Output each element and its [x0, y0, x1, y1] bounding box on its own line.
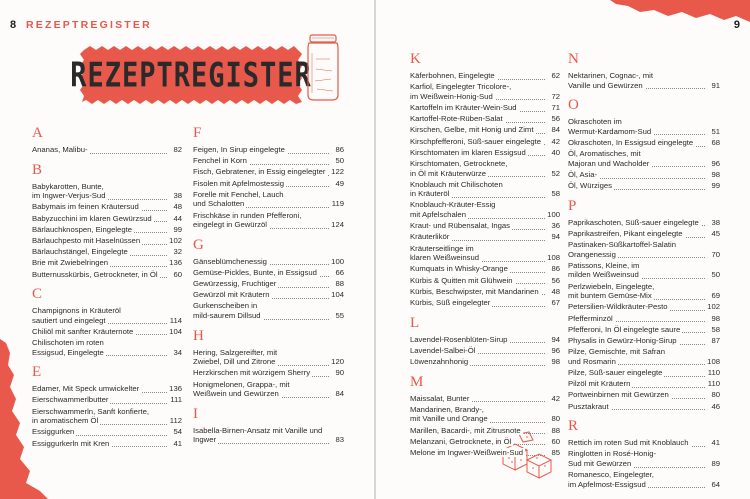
entry-title: Essiggurkerln mit Kren [32, 438, 110, 448]
entry-page-number: 60 [173, 269, 182, 279]
entry-title: Karfiol, Eingelegter Tricolore-, [410, 82, 512, 92]
entry-title: Weißwein und Gewürzen [193, 389, 279, 399]
index-entry [410, 287, 560, 297]
entry-page-number: 38 [711, 217, 720, 227]
entry-page-number: 88 [335, 279, 344, 289]
section-letter: L [410, 314, 420, 331]
jar-illustration [306, 33, 340, 103]
entry-title: in Kräuteröl [410, 189, 450, 199]
page-number-left: 8 [10, 19, 17, 31]
entry-title: Frischkäse in runden Pfefferoni, [193, 210, 302, 220]
entry-page-number: 102 [707, 302, 720, 312]
entry-title: Babykarotten, Bunte, [32, 181, 104, 191]
entry-page-number: 56 [551, 114, 560, 124]
entry-page-number: 44 [173, 213, 182, 223]
index-column [410, 52, 560, 459]
section-letter: G [193, 236, 204, 253]
entry-title: Öl, Würziges [568, 181, 612, 191]
entry-title: Perlzwiebeln, Eingelegte, [568, 281, 655, 291]
right-page [376, 0, 750, 499]
entry-page-number: 70 [711, 249, 720, 259]
index-entry [32, 427, 182, 437]
entry-page-number: 41 [173, 438, 182, 448]
index-entry [568, 229, 720, 239]
index-entry [568, 181, 720, 191]
entry-title: Herzkirschen mit würzigem Sherry [193, 368, 311, 378]
entry-title: Bärlauchknospen, Eingelegte [32, 224, 133, 234]
entry-title: Chiliöl mit sanfter Kräuternote [32, 326, 134, 336]
entry-title: Hering, Salzgereifter, mit [193, 347, 278, 357]
entry-page-number: 71 [551, 102, 560, 112]
index-entry [568, 240, 720, 259]
index-column [193, 126, 344, 447]
section-letter: K [410, 51, 421, 67]
entry-title: Fisch, Gebratener, in Essig eingelegter [193, 167, 326, 177]
entry-title: Ringlotten in Rosé-Honig- [568, 449, 657, 459]
entry-page-number: 108 [707, 356, 720, 366]
entry-title: Kraut- und Rübensalat, Ingas [410, 221, 511, 231]
entry-title: Kürbis, Beschwipster, mit Mandarinen [410, 286, 539, 296]
entry-title: Gurkenscheiben in [193, 301, 258, 311]
entry-page-number: 68 [711, 137, 720, 147]
index-entry [193, 368, 344, 378]
entry-page-number: 85 [551, 447, 560, 457]
index-entry [410, 264, 560, 274]
entry-page-number: 90 [335, 368, 344, 378]
title-banner [70, 44, 312, 106]
entry-page-number: 46 [711, 401, 720, 411]
section-letter: I [193, 405, 198, 422]
entry-title: Orangenessig [568, 249, 616, 259]
entry-page-number: 98 [711, 313, 720, 323]
index-entry [568, 379, 720, 389]
entry-page-number: 82 [173, 145, 182, 154]
entry-page-number: 60 [551, 436, 560, 446]
entry-page-number: 32 [173, 247, 182, 257]
entry-title: Champignons in Kräuteröl [32, 306, 121, 316]
entry-title: Gänseblümchenessig [193, 256, 267, 266]
index-entry [568, 402, 720, 412]
index-entry [410, 244, 560, 263]
corner-decoration-right [610, 0, 750, 22]
entry-page-number: 45 [711, 228, 720, 238]
entry-page-number: 89 [711, 458, 720, 468]
entry-title: Kartoffeln im Kräuter-Wein-Sud [410, 102, 517, 112]
entry-title: Brie mit Zwiebelringen [32, 258, 109, 268]
entry-title: im Apfelmost-Essigsud [568, 479, 646, 489]
index-entry [410, 114, 560, 124]
index-entry [568, 336, 720, 346]
entry-title: Kirschpfefferoni, Süß-sauer eingelegte [410, 136, 542, 146]
index-entry [32, 258, 182, 268]
entry-title: Pusztakraut [568, 401, 609, 411]
entry-title: Mandarinen, Brandy-, [410, 404, 484, 414]
entry-title: Kartoffel-Rote-Rüben-Salat [410, 114, 503, 124]
entry-title: Honigmelonen, Grappa-, mit [193, 379, 290, 389]
entry-page-number: 52 [551, 168, 560, 178]
entry-title: Löwenzahnhonig [410, 356, 469, 366]
index-entry [568, 438, 720, 448]
entry-title: Kirschtomaten, Getrocknete, [410, 158, 508, 168]
entry-title: Knoblauch mit Chilischoten [410, 179, 503, 189]
entry-page-number: 51 [711, 126, 720, 136]
entry-title: Pfefferminzöl [568, 313, 613, 323]
index-entry [410, 232, 560, 242]
entry-title: Bärlauchstängel, Eingelegte [32, 247, 128, 257]
entry-page-number: 83 [335, 435, 344, 445]
index-entry [568, 261, 720, 280]
entry-title: Butternusskürbis, Getrockneter, in Öl [32, 269, 158, 279]
index-entry [32, 225, 182, 235]
entry-page-number: 114 [169, 315, 182, 325]
entry-page-number: 110 [707, 379, 720, 389]
index-entry [410, 125, 560, 135]
entry-title: Romanesco, Eingelegter, [568, 470, 654, 480]
entry-title: Forelle mit Fenchel, Lauch [193, 189, 284, 199]
entry-page-number: 48 [551, 286, 560, 296]
index-entry [32, 145, 182, 155]
entry-title: mild-saurem Dillsud [193, 311, 261, 321]
entry-title: Kirschtomaten im klaren Essigsud [410, 147, 526, 157]
entry-title: Kirschen, Gelbe, mit Honig und Zimt [410, 125, 534, 135]
entry-title: Babyzucchini im klaren Gewürzsud [32, 213, 152, 223]
entry-title: Sud mit Gewürzen [568, 458, 632, 468]
section-letter: N [568, 51, 579, 67]
entry-title: Paprikaschoten, Süß-sauer eingelegte [568, 217, 699, 227]
index-column [32, 126, 182, 450]
entry-title: Essigsud, Eingelegte [32, 347, 104, 357]
entry-page-number: 110 [707, 367, 720, 377]
entry-page-number: 84 [551, 125, 560, 135]
entry-page-number: 120 [331, 357, 344, 367]
entry-page-number: 86 [335, 145, 344, 154]
section-letter: M [410, 373, 424, 390]
section-letter: P [568, 197, 577, 214]
entry-title: Nektarinen, Cognac-, mit [568, 71, 654, 80]
entry-title: Zwiebel, Dill und Zitrone [193, 357, 276, 367]
entry-title: eingelegt in Gewürzöl [193, 220, 267, 230]
index-entry [193, 211, 344, 230]
left-page [0, 0, 374, 499]
index-entry [568, 170, 720, 180]
index-entry [32, 306, 182, 325]
entry-page-number: 84 [335, 389, 344, 399]
index-entry [32, 327, 182, 337]
entry-title: Fisolen mit Apfelmostessig [193, 178, 285, 188]
index-entry [32, 214, 182, 224]
entry-page-number: 119 [331, 199, 344, 209]
entry-page-number: 94 [551, 334, 560, 344]
entry-page-number: 38 [173, 191, 182, 201]
entry-title: milden Weißweinsud [568, 270, 639, 280]
index-entry [32, 202, 182, 212]
index-entry [568, 218, 720, 228]
entry-title: Gemüse-Pickles, Bunte, in Essigsud [193, 267, 317, 277]
index-column [568, 52, 720, 491]
index-entry [410, 200, 560, 219]
entry-title: Okraschoten im [568, 117, 622, 127]
index-entry [193, 145, 344, 155]
entry-title: Fenchel in Korn [193, 156, 247, 166]
page-title: REZEPTREGISTER [70, 55, 312, 95]
entry-page-number: 98 [551, 356, 560, 366]
index-entry [193, 179, 344, 189]
entry-title: sautiert und eingelegt [32, 315, 106, 325]
page-number-right: 9 [733, 19, 740, 31]
entry-page-number: 67 [551, 297, 560, 307]
index-entry [410, 180, 560, 199]
index-entry [32, 247, 182, 257]
entry-page-number: 96 [711, 158, 720, 168]
index-entry [193, 301, 344, 320]
index-entry [568, 138, 720, 148]
entry-page-number: 54 [173, 427, 182, 437]
entry-page-number: 100 [547, 210, 560, 220]
entry-title: Lavendel-Salbei-Öl [410, 345, 476, 355]
entry-page-number: 41 [711, 438, 720, 448]
index-entry [193, 426, 344, 445]
entry-title: Vanille und Gewürzen [568, 80, 643, 90]
section-letter: C [32, 286, 43, 303]
index-entry [410, 221, 560, 231]
entry-page-number: 87 [711, 336, 720, 345]
index-entry [568, 449, 720, 468]
entry-title: Öl, Aromatisches, mit [568, 149, 641, 159]
entry-title: Ingwer [193, 435, 217, 445]
entry-title: Rettich im roten Sud mit Knoblauch [568, 438, 689, 448]
index-entry [32, 270, 182, 280]
entry-title: Pilzöl mit Kräutern [568, 379, 631, 389]
entry-page-number: 56 [551, 275, 560, 285]
index-entry [568, 390, 720, 400]
index-entry [410, 335, 560, 345]
entry-title: in aromatischem Öl [32, 416, 99, 426]
entry-title: Gewürzöl mit Kräutern [193, 290, 270, 300]
entry-title: mit Vanille und Orange [410, 414, 488, 424]
index-entry [568, 302, 720, 312]
entry-page-number: 94 [551, 232, 560, 242]
entry-title: Öl, Asia- [568, 169, 598, 179]
entry-title: Petersilien-Wildkräuter-Pesto [568, 302, 668, 312]
entry-page-number: 108 [547, 253, 560, 263]
entry-title: Maissalat, Bunter [410, 393, 470, 403]
entry-title: Patissons, Kleine, im [568, 260, 640, 270]
index-entry [568, 149, 720, 168]
entry-title: Käferbohnen, Eingelegte [410, 71, 495, 80]
entry-page-number: 66 [335, 267, 344, 277]
entry-title: Wermut-Kardamom-Sud [568, 126, 652, 136]
entry-title: im Ingwer-Verjus-Sud [32, 191, 106, 201]
index-entry [32, 338, 182, 357]
index-entry [410, 298, 560, 308]
section-letter: E [32, 364, 42, 381]
entry-page-number: 100 [331, 256, 344, 266]
entry-page-number: 40 [551, 147, 560, 157]
entry-page-number: 42 [551, 393, 560, 403]
entry-title: Pfefferoni, In Öl eingelegte saure [568, 324, 681, 334]
entry-title: und Schalotten [193, 199, 245, 209]
section-letter: F [193, 125, 202, 141]
entry-page-number: 80 [711, 390, 720, 400]
index-entry [410, 82, 560, 101]
entry-page-number: 42 [551, 136, 560, 146]
entry-page-number: 36 [551, 221, 560, 231]
entry-title: Chilischoten im roten [32, 338, 104, 348]
index-entry [193, 380, 344, 399]
entry-page-number: 99 [711, 181, 720, 191]
entry-page-number: 48 [173, 202, 182, 212]
index-entry [568, 282, 720, 301]
entry-title: Knoblauch-Kräuter-Essig [410, 200, 496, 210]
entry-title: klaren Weißweinsud [410, 253, 480, 263]
entry-title: Lavendel-Rosenblüten-Sirup [410, 334, 508, 344]
entry-page-number: 104 [331, 290, 344, 300]
entry-title: Physalis in Gewürz-Honig-Sirup [568, 336, 677, 345]
entry-title: Kräuterlikör [410, 232, 450, 242]
index-entry [193, 348, 344, 367]
index-entry [410, 103, 560, 113]
entry-page-number: 124 [331, 220, 344, 230]
index-entry [193, 167, 344, 177]
index-entry [32, 236, 182, 246]
index-entry [193, 156, 344, 166]
entry-page-number: 69 [711, 291, 720, 301]
entry-title: Edamer, Mit Speck umwickelter [32, 384, 140, 394]
index-entry [193, 257, 344, 267]
entry-title: Pilze, Gemischte, mit Safran [568, 347, 665, 357]
index-entry [568, 314, 720, 324]
entry-title: Kürbis & Quitten mit Glühwein [410, 275, 513, 285]
entry-title: Ananas, Malibu- [32, 145, 88, 154]
index-entry [193, 279, 344, 289]
entry-title: Okraschoten, In Essigsud eingelegte [568, 137, 694, 147]
section-letter: A [32, 125, 43, 141]
index-entry [32, 407, 182, 426]
entry-title: Pastinaken-Süßkartoffel-Salatin [568, 240, 676, 250]
entry-title: in Öl mit Kräuterwürze [410, 168, 487, 178]
entry-title: Majoran und Wacholder [568, 158, 650, 168]
entry-page-number: 102 [169, 235, 182, 245]
index-entry [568, 71, 720, 90]
entry-page-number: 88 [551, 425, 560, 435]
entry-page-number: 112 [169, 416, 182, 426]
entry-page-number: 58 [711, 324, 720, 334]
entry-title: mit Apfelschalen [410, 210, 466, 220]
section-letter: B [32, 161, 43, 178]
entry-page-number: 91 [711, 80, 720, 90]
index-entry [568, 117, 720, 136]
index-entry [410, 148, 560, 158]
entry-title: im Weißwein-Honig-Sud [410, 91, 493, 101]
entry-page-number: 122 [331, 167, 344, 177]
index-entry [410, 394, 560, 404]
entry-title: Bärlauchpesto mit Haselnüssen [32, 235, 141, 245]
entry-page-number: 86 [551, 264, 560, 274]
index-entry [568, 470, 720, 489]
entry-title: Kräuterseitlinge im [410, 243, 474, 253]
entry-page-number: 34 [173, 347, 182, 357]
index-entry [410, 346, 560, 356]
entry-page-number: 111 [170, 395, 182, 405]
entry-title: Paprikastreifen, Pikant eingelegte [568, 228, 683, 238]
index-entry [410, 357, 560, 367]
entry-title: und Rosmarin [568, 356, 616, 366]
entry-page-number: 99 [173, 224, 182, 234]
entry-page-number: 104 [169, 326, 182, 336]
entry-page-number: 72 [551, 91, 560, 101]
entry-page-number: 136 [169, 258, 182, 268]
index-entry [193, 268, 344, 278]
entry-page-number: 98 [711, 169, 720, 179]
index-entry [568, 368, 720, 378]
entry-page-number: 55 [335, 311, 344, 321]
entry-page-number: 136 [169, 384, 182, 394]
entry-page-number: 96 [551, 345, 560, 355]
entry-title: Melanzani, Getrocknete, in Öl [410, 436, 512, 446]
entry-page-number: 50 [335, 156, 344, 166]
entry-page-number: 50 [711, 270, 720, 280]
entry-page-number: 58 [551, 189, 560, 199]
entry-page-number: 64 [711, 479, 720, 489]
entry-title: Eierschwammerln, Sanft konfierte, [32, 406, 150, 416]
entry-title: Gewürzessig, Fruchtiger [193, 279, 277, 289]
index-entry [410, 159, 560, 178]
entry-title: mit buntem Gemüse-Mix [568, 291, 652, 301]
index-entry [568, 325, 720, 335]
entry-title: Kürbis, Süß eingelegter [410, 297, 491, 307]
entry-page-number: 49 [335, 178, 344, 188]
entry-title: Marillen, Bacardi-, mit Zitrusnote [410, 425, 521, 435]
index-entry [568, 347, 720, 366]
index-entry [32, 182, 182, 201]
entry-title: Isabella-Birnen-Ansatz mit Vanille und [193, 425, 323, 435]
entry-title: Melone im Ingwer-Weißwein-Sud [410, 447, 524, 457]
index-entry [32, 439, 182, 449]
entry-title: Eierschwammerlbutter [32, 395, 109, 405]
section-letter: O [568, 97, 579, 114]
index-entry [32, 395, 182, 405]
entry-title: Kumquats in Whisky-Orange [410, 264, 508, 274]
index-entry [32, 384, 182, 394]
entry-title: Essiggurken [32, 427, 75, 437]
section-letter: H [193, 327, 204, 344]
index-entry [193, 290, 344, 300]
entry-title: Feigen, In Sirup eingelegte [193, 145, 285, 154]
entry-page-number: 80 [551, 414, 560, 424]
index-entry [410, 71, 560, 81]
index-entry [193, 190, 344, 209]
running-head: REZEPTREGISTER [26, 19, 152, 31]
index-entry [410, 405, 560, 424]
entry-page-number: 62 [551, 71, 560, 80]
entry-title: Pilze, Süß-sauer eingelegte [568, 367, 663, 377]
index-entry [410, 137, 560, 147]
entry-title: Babymais im feinen Kräutersud [32, 202, 139, 212]
index-entry [410, 276, 560, 286]
entry-title: Portweinbirnen mit Gewürzen [568, 390, 669, 400]
section-letter: R [568, 418, 579, 435]
